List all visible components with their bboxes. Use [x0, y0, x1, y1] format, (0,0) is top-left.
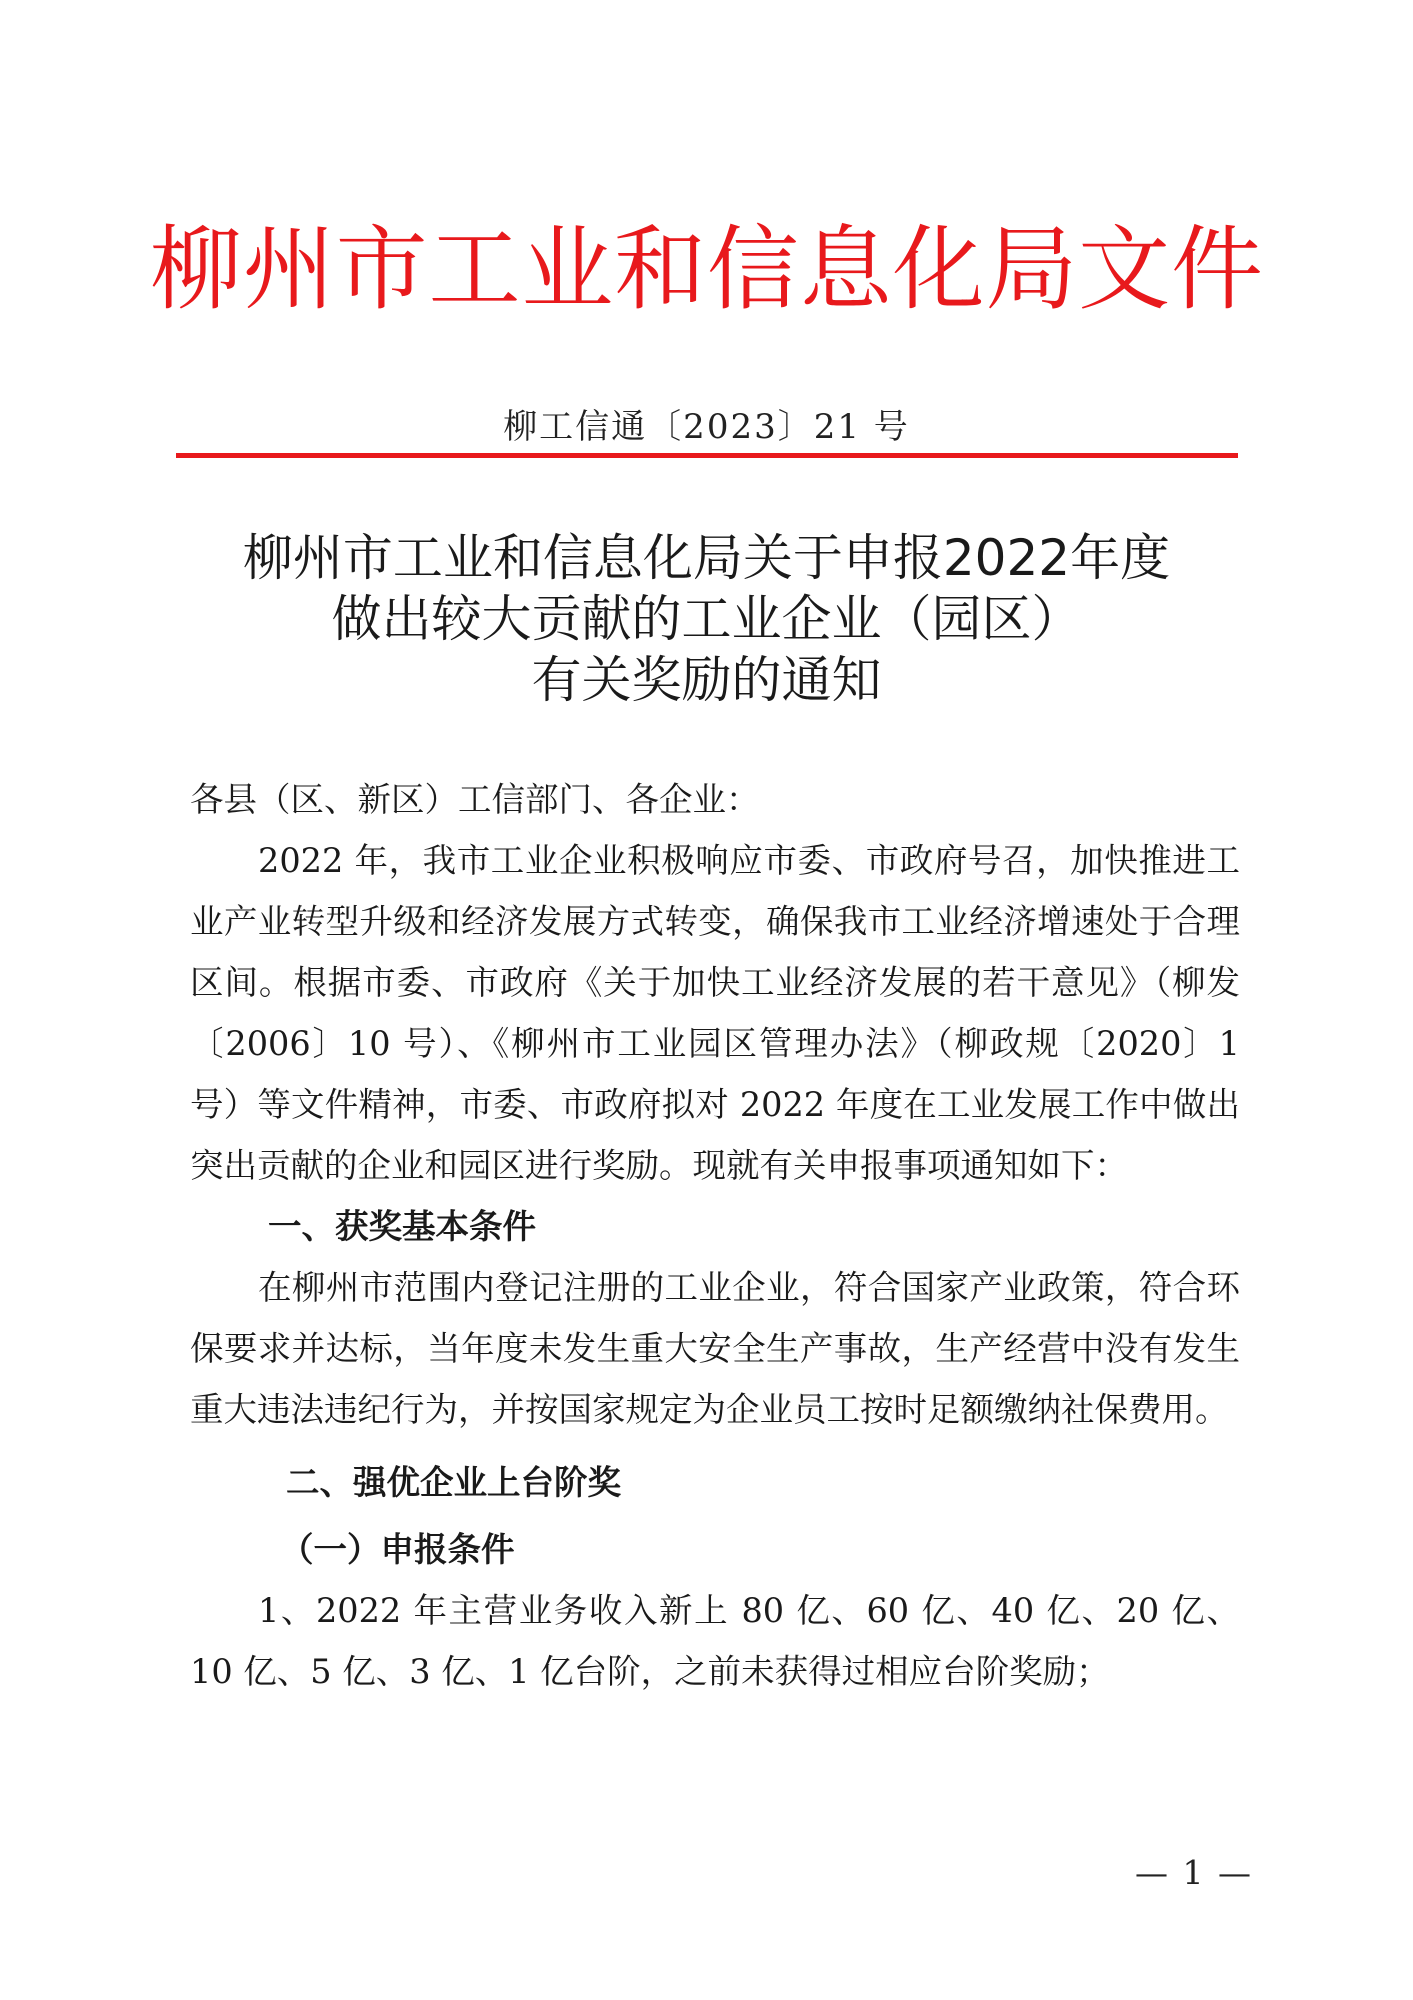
subsection-1-heading: （一）申报条件: [280, 1530, 515, 1569]
masthead-char: 工: [428, 216, 521, 323]
criteria-item-1: 1、2022 年主营业务收入新上 80 亿、60 亿、40 亿、20 亿、10 亿、5 亿、3 亿、1 亿台阶，之前未获得过相应台阶奖励；: [190, 1591, 1240, 1691]
masthead-char: 柳: [150, 216, 243, 323]
page-number: — 1 —: [1135, 1853, 1253, 1892]
masthead-char: 市: [335, 216, 428, 323]
red-divider-line: [176, 453, 1238, 458]
salutation: 各县（区、新区）工信部门、各企业：: [190, 780, 760, 819]
section-1-heading: 一、获奖基本条件: [268, 1207, 536, 1246]
masthead-char: 业: [521, 216, 614, 323]
masthead-char: 信: [706, 216, 799, 323]
intro-paragraph: 2022 年，我市工业企业积极响应市委、市政府号召，加快推进工业产业转型升级和经济发展方式转变，确保我市工业经济增速处于合理区间。根据市委、市政府《关于加快工业经济发展的若干意见》（柳发〔2006〕10 号）、《柳州市工业园区管理办法》（柳政规〔2020〕1 号）等文件精神，市委、市政府拟对 2022 年度在工业发展工作中做出突出贡献的企业和园区进行奖励。现就有关申报事项通知如下：: [190, 841, 1240, 1185]
masthead: [150, 210, 1263, 330]
title-line-2: 做出较大贡献的工业企业（园区）: [331, 590, 1082, 648]
notice-title: [0, 528, 1413, 711]
section-1-body: 在柳州市范围内登记注册的工业企业，符合国家产业政策，符合环保要求并达标，当年度未发生重大安全生产事故，生产经营中没有发生重大违法违纪行为，并按国家规定为企业员工按时足额缴纳社保费用。: [190, 1268, 1240, 1429]
document-number: 柳工信通〔2023〕21 号: [503, 407, 910, 447]
section-2-heading: 二、强优企业上台阶奖: [286, 1463, 621, 1502]
masthead-char: 息: [799, 216, 892, 323]
masthead-char: 和: [614, 216, 707, 323]
masthead-char: 化: [892, 216, 985, 323]
title-line-3: 有关奖励的通知: [531, 651, 882, 709]
title-line-1: 柳州市工业和信息化局关于申报2022年度: [242, 529, 1171, 587]
document-body: [190, 769, 1240, 1702]
masthead-char: 文: [1078, 216, 1171, 323]
masthead-char: 州: [242, 216, 335, 323]
masthead-char: 局: [985, 216, 1078, 323]
masthead-char: 件: [1170, 216, 1263, 323]
